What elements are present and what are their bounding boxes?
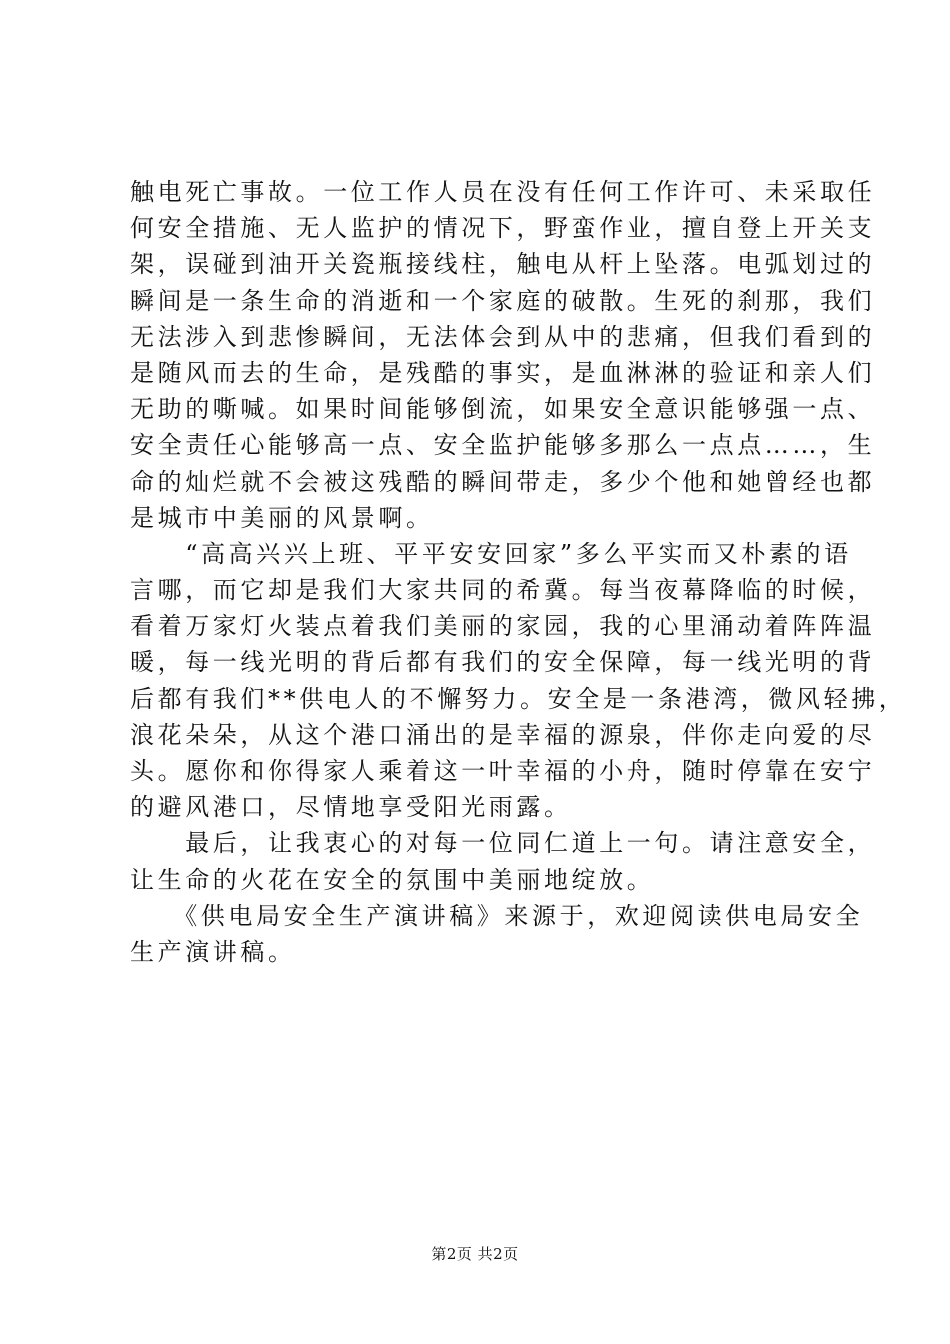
text-line: 让生命的火花在安全的氛围中美丽地绽放。 [130,865,655,894]
text-line: 何安全措施、无人监护的情况下，野蛮作业，擅自登上开关支 [130,214,876,243]
text-line: 的避风港口，尽情地享受阳光雨露。 [130,793,572,822]
text-line: 看着万家灯火装点着我们美丽的家园，我的心里涌动着阵阵温 [130,612,876,641]
text-line: 无法涉入到悲惨瞬间，无法体会到从中的悲痛，但我们看到的 [130,322,876,351]
text-line: 安全责任心能够高一点、安全监护能够多那么一点点……，生 [130,431,876,460]
text-line: 无助的嘶喊。如果时间能够倒流，如果安全意识能够强一点、 [130,395,876,424]
text-line: 是城市中美丽的风景啊。 [130,503,434,532]
text-line: 后都有我们**供电人的不懈努力。安全是一条港湾，微风轻拂， [130,684,907,713]
text-line: 言哪，而它却是我们大家共同的希冀。每当夜幕降临的时候， [130,576,876,605]
text-line: 命的灿烂就不会被这残酷的瞬间带走，多少个他和她曾经也都 [130,467,876,496]
page-number: 第2页 共2页 [431,1245,519,1263]
text-line: 瞬间是一条生命的消逝和一个家庭的破散。生死的刹那，我们 [130,286,876,315]
text-line: 暖，每一线光明的背后都有我们的安全保障，每一线光明的背 [130,648,876,677]
text-line: 最后，让我衷心的对每一位同仁道上一句。请注意安全， [130,829,876,858]
text-line: 头。愿你和你得家人乘着这一叶幸福的小舟，随时停靠在安宁 [130,757,876,785]
text-line: “高高兴兴上班、平平安安回家”多么平实而又朴素的语 [130,539,852,568]
text-line: 《供电局安全生产演讲稿》来源于，欢迎阅读供电局安全 [130,901,864,930]
body-text [130,174,907,970]
page-footer [0,1244,950,1264]
text-line: 是随风而去的生命，是残酷的事实，是血淋淋的验证和亲人们 [130,358,876,387]
text-line: 触电死亡事故。一位工作人员在没有任何工作许可、未采取任 [130,178,876,206]
text-line: 生产演讲稿。 [130,937,296,966]
text-line: 架，误碰到油开关瓷瓶接线柱，触电从杆上坠落。电弧划过的 [130,250,876,279]
text-line: 浪花朵朵，从这个港口涌出的是幸福的源泉，伴你走向爱的尽 [130,720,876,749]
